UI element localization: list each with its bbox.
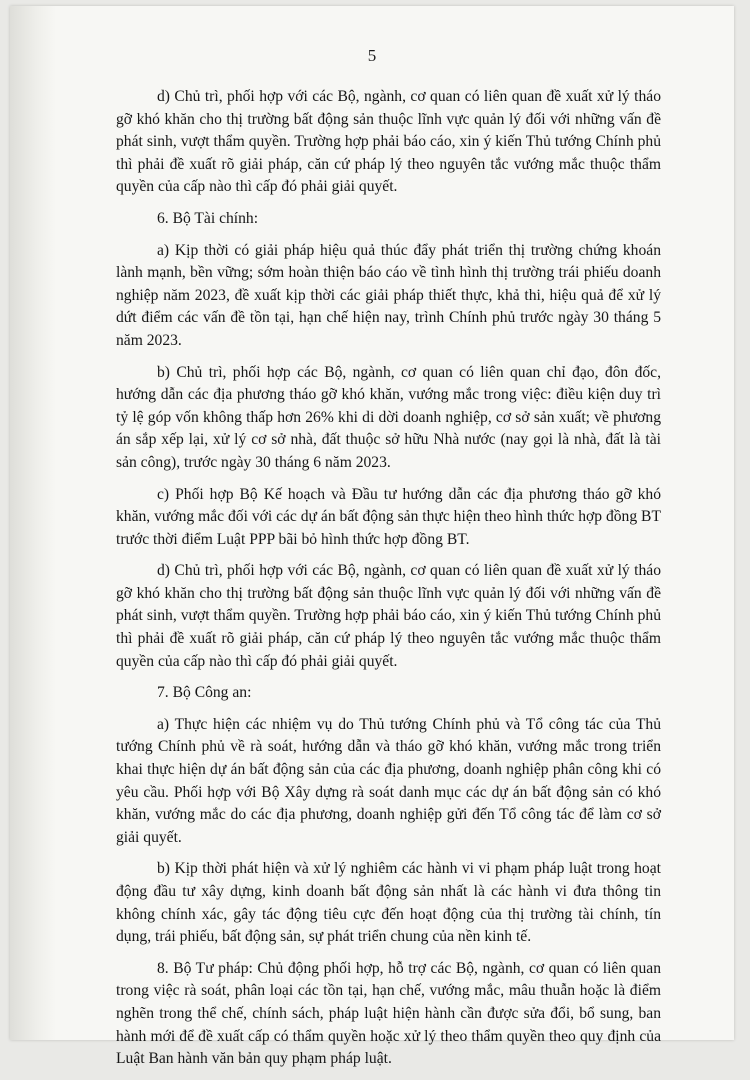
paragraph-8: 8. Bộ Tư pháp: Chủ động phối hợp, hỗ trợ các Bộ, ngành, cơ quan có liên quan trong việc rà soát, phân loại các tồn tại, hạn chế, vướng mắc, mâu thuẫn hoặc là điểm nghẽn trong thể chế, chính sách, pháp luật hiện hành cần được sửa đổi, bổ sung, ban hành mới để đề xuất cấp có thẩm quyền hoặc xử lý theo thẩm quyền theo quy định của Luật Ban hành văn bản quy phạm pháp luật. [116,959,661,1068]
paragraph-6a: a) Kịp thời có giải pháp hiệu quả thúc đẩy phát triển thị trường chứng khoán lành mạnh, bền vững; sớm hoàn thiện báo cáo về tình hình thị trường trái phiếu doanh nghiệp năm 2023, đề xuất kịp thời các giải pháp thiết thực, khả thi, hiệu quả để xử lý dứt điểm các vấn đề tồn tại, hạn chế hiện nay, trình Chính phủ trước ngày 30 tháng 5 năm 2023. [116,241,661,349]
page-shadow-edge [10,6,56,1040]
page-number: 5 [367,46,377,65]
paragraph-6d: d) Chủ trì, phối hợp với các Bộ, ngành, cơ quan có liên quan đề xuất xử lý tháo gỡ khó khăn cho thị trường bất động sản thuộc lĩnh vực quản lý đối với những vấn đề phát sinh, vượt thẩm quyền. Trường hợp phải báo cáo, xin ý kiến Thủ tướng Chính phủ thì phải đề xuất rõ giải pháp, căn cứ pháp lý theo nguyên tắc vướng mắc thuộc thẩm quyền của cấp nào thì cấp đó phải giải quyết. [116,562,661,670]
paragraph-6b: b) Chủ trì, phối hợp các Bộ, ngành, cơ quan có liên quan chỉ đạo, đôn đốc, hướng dẫn các địa phương tháo gỡ khó khăn, vướng mắc trong việc: điều kiện duy trì tỷ lệ góp vốn không thấp hơn 26% khi di dời doanh nghiệp, cơ sở sản xuất; về phương án sắp xếp lại, xử lý cơ sở nhà, đất thuộc sở hữu Nhà nước (nay gọi là nhà, đất là tài sản công), trước ngày 30 tháng 6 năm 2023. [116,363,661,471]
document-body [116,86,661,1080]
paragraph-7a: a) Thực hiện các nhiệm vụ do Thủ tướng Chính phủ và Tổ công tác của Thủ tướng Chính phủ về rà soát, hướng dẫn và tháo gỡ khó khăn, vướng mắc trong triển khai thực hiện dự án bất động sản của các địa phương, doanh nghiệp phân công khi có yêu cầu. Phối hợp với Bộ Xây dựng rà soát danh mục các dự án bất động sản có khó khăn, vướng mắc do các địa phương, doanh nghiệp gửi đến Tổ công tác để làm cơ sở giải quyết. [116,715,661,846]
document-page [10,6,734,1068]
section-heading-6: 6. Bộ Tài chính: [157,209,259,227]
paragraph-7b: b) Kịp thời phát hiện và xử lý nghiêm các hành vi vi phạm pháp luật trong hoạt động đầu tư xây dựng, kinh doanh bất động sản nhất là các hành vi đưa thông tin không chính xác, gây tác động tiêu cực đến hoạt động của thị trường tài chính, tín dụng, trái phiếu, bất động sản, sự phát triển chung của nền kinh tế. [116,860,661,946]
section-heading-7: 7. Bộ Công an: [157,684,252,702]
paragraph-6c: c) Phối hợp Bộ Kế hoạch và Đầu tư hướng dẫn các địa phương tháo gỡ khó khăn, vướng mắc đối với các dự án bất động sản thực hiện theo hình thức hợp đồng BT trước thời điểm Luật PPP bãi bỏ hình thức hợp đồng BT. [116,485,661,548]
paragraph-5d: d) Chủ trì, phối hợp với các Bộ, ngành, cơ quan có liên quan đề xuất xử lý tháo gỡ khó khăn cho thị trường bất động sản thuộc lĩnh vực quản lý đối với những vấn đề phát sinh, vượt thẩm quyền. Trường hợp phải báo cáo, xin ý kiến Thủ tướng Chính phủ thì phải đề xuất rõ giải pháp, căn cứ pháp lý theo nguyên tắc vướng mắc thuộc thẩm quyền của cấp nào thì cấp đó phải giải quyết. [116,88,661,196]
